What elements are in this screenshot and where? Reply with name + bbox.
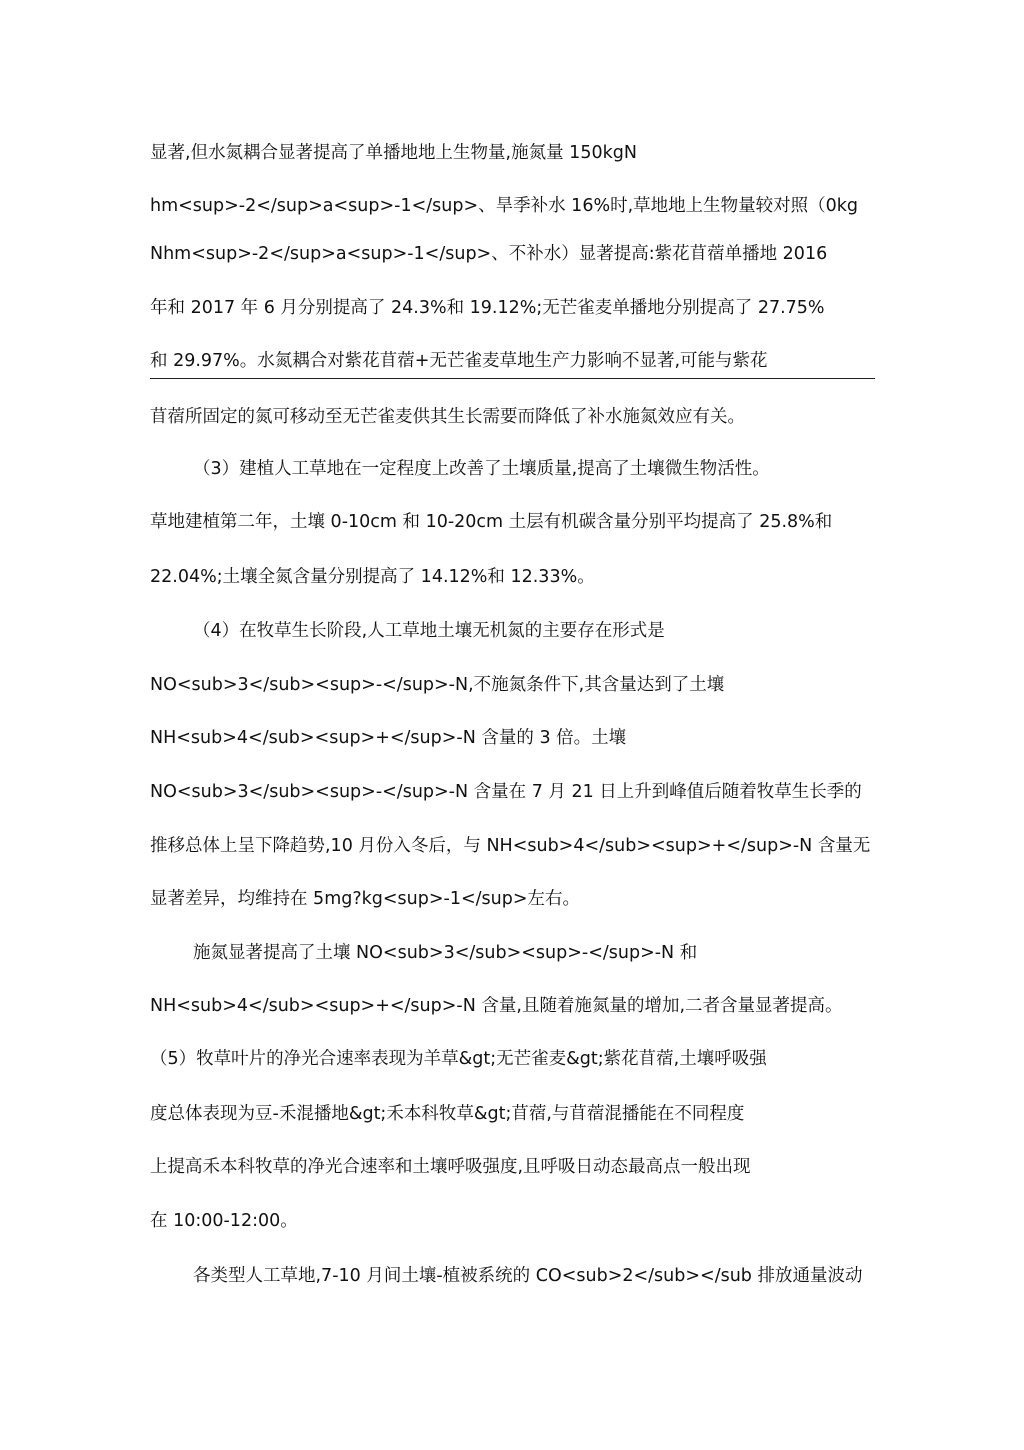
text-line-3: Nhm<sup>-2</sup>a<sup>-1</sup>、不补水）显著提高:紫花苜蓿单播地 2016 — [150, 244, 828, 264]
text-line-14: 推移总体上呈下降趋势,10 月份入冬后，与 NH<sub>4</sub><sup>+</sup>-N 含量无 — [150, 836, 871, 856]
text-line-13: NO<sub>3</sub><sup>-</sup>-N 含量在 7 月 21 日上升到峰值后随着牧草生长季的 — [150, 782, 862, 802]
text-line-8: 草地建植第二年，土壤 0-10cm 和 10-20cm 土层有机碳含量分别平均提高了 25.8%和 — [150, 512, 833, 532]
text-line-7: （3）建植人工草地在一定程度上改善了土壤质量,提高了土壤微生物活性。 — [193, 459, 770, 479]
text-line-5: 和 29.97%。水氮耦合对紫花苜蓿+无芒雀麦草地生产力影响不显著,可能与紫花 — [150, 351, 768, 371]
text-line-4: 年和 2017 年 6 月分别提高了 24.3%和 19.12%;无芒雀麦单播地分别提高了 27.75% — [150, 298, 825, 318]
text-line-11: NO<sub>3</sub><sup>-</sup>-N,不施氮条件下,其含量达到了土壤 — [150, 675, 725, 695]
text-line-15: 显著差异，均维持在 5mg?kg<sup>-1</sup>左右。 — [150, 889, 581, 909]
text-line-2: hm<sup>-2</sup>a<sup>-1</sup>、旱季补水 16%时,草地地上生物量较对照（0kg — [150, 196, 859, 216]
text-line-17: NH<sub>4</sub><sup>+</sup>-N 含量,且随着施氮量的增加,二者含量显著提高。 — [150, 996, 843, 1016]
text-line-16: 施氮显著提高了土壤 NO<sub>3</sub><sup>-</sup>-N 和 — [193, 943, 698, 963]
text-line-21: 在 10:00-12:00。 — [150, 1211, 298, 1231]
text-line-19: 度总体表现为豆-禾混播地&gt;禾本科牧草&gt;苜蓿,与苜蓿混播能在不同程度 — [150, 1104, 745, 1124]
text-line-10: （4）在牧草生长阶段,人工草地土壤无机氮的主要存在形式是 — [193, 621, 665, 641]
text-line-1: 显著,但水氮耦合显著提高了单播地地上生物量,施氮量 150kgN — [150, 143, 637, 163]
text-line-22: 各类型人工草地,7-10 月间土壤-植被系统的 CO<sub>2</sub></sub 排放通量波动 — [193, 1266, 863, 1286]
text-line-20: 上提高禾本科牧草的净光合速率和土壤呼吸强度,且呼吸日动态最高点一般出现 — [150, 1157, 751, 1177]
text-line-12: NH<sub>4</sub><sup>+</sup>-N 含量的 3 倍。土壤 — [150, 728, 627, 748]
text-line-9: 22.04%;土壤全氮含量分别提高了 14.12%和 12.33%。 — [150, 567, 595, 587]
text-line-18: （5）牧草叶片的净光合速率表现为羊草&gt;无芒雀麦&gt;紫花苜蓿,土壤呼吸强 — [150, 1049, 767, 1069]
text-line-6: 苜蓿所固定的氮可移动至无芒雀麦供其生长需要而降低了补水施氮效应有关。 — [150, 407, 745, 427]
page-divider — [150, 378, 875, 379]
